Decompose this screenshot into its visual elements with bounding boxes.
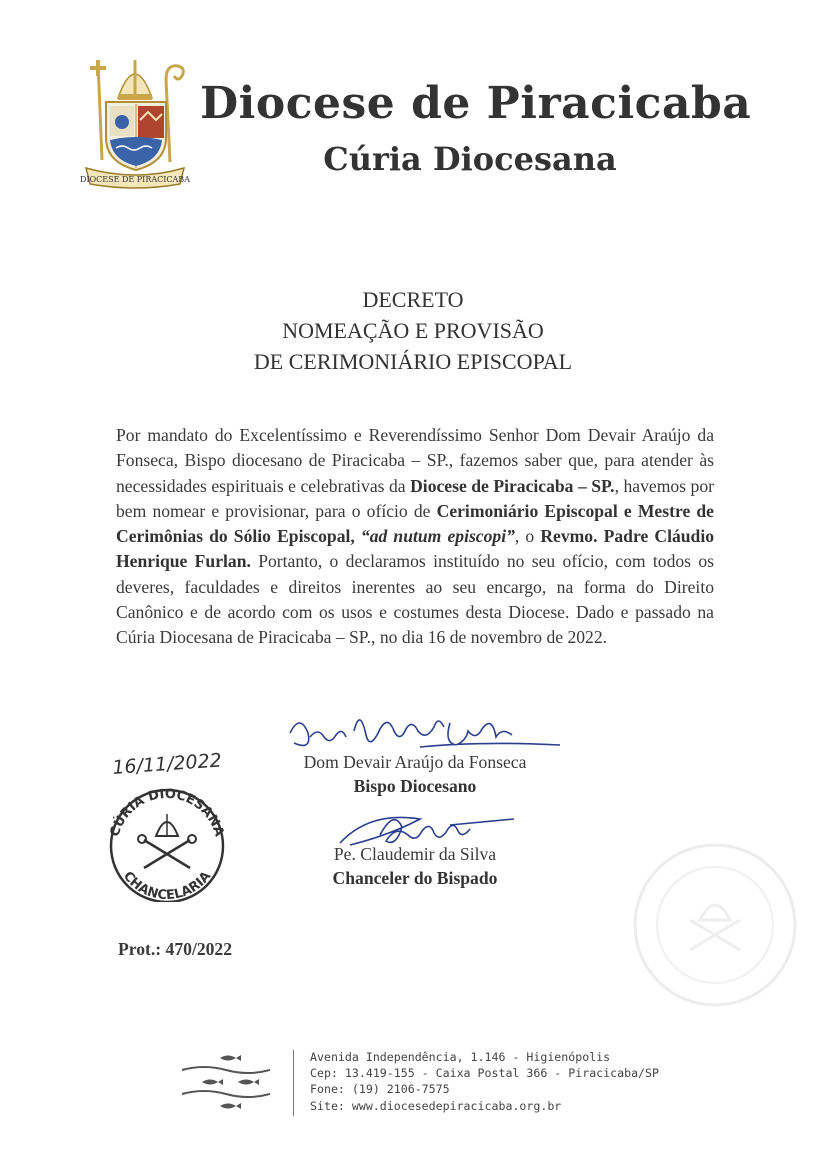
organization-title: Diocese de Piracicaba <box>200 78 752 129</box>
seal-top-text: CÚRIA DIOCESANA <box>107 786 227 839</box>
crest-ribbon-text: DIOCESE DE PIRACICABA <box>80 175 190 184</box>
footer-cep: Cep: 13.419-155 - Caixa Postal 366 - Piracicaba/SP <box>310 1066 660 1081</box>
svg-text:16/11/2022: 16/11/2022 <box>111 749 223 780</box>
signer-chancellor-name: Pe. Claudemir da Silva <box>333 844 497 864</box>
decree-line-3: DE CERIMONIÁRIO EPISCOPAL <box>253 349 573 374</box>
footer-phone: Fone: (19) 2106-7575 <box>310 1082 450 1097</box>
decree-body <box>116 423 714 651</box>
footer-contact <box>310 1049 659 1114</box>
signer-bishop-role: Bispo Diocesano <box>353 776 477 796</box>
fish-waves-logo <box>180 1052 270 1112</box>
handwritten-date <box>110 740 230 780</box>
chancery-seal <box>92 786 242 902</box>
organization-subtitle: Cúria Diocesana <box>323 140 617 178</box>
footer-address: Avenida Independência, 1.146 - Higienópolis <box>310 1050 611 1064</box>
decree-heading <box>113 284 713 377</box>
signer-chancellor-role: Chanceler do Bispado <box>332 868 498 888</box>
signer-bishop-name: Dom Devair Araújo da Fonseca <box>303 752 527 772</box>
seal-bottom-text: CHANCELARIA <box>119 868 215 902</box>
embossed-seal <box>630 840 800 1010</box>
signer-bishop <box>290 750 540 798</box>
footer-site: Site: www.diocesedepiracicaba.org.br <box>310 1098 562 1113</box>
decree-line-1: DECRETO <box>362 287 464 312</box>
protocol-number: Prot.: 470/2022 <box>118 939 233 959</box>
signer-chancellor <box>310 842 520 890</box>
body-bold-diocese: Diocese de Piracicaba – SP. <box>410 475 615 496</box>
decree-line-2: NOMEAÇÃO E PROVISÃO <box>282 318 544 343</box>
body-bold-appointee: Revmo. Padre Cláudio Henrique Furlan. <box>116 526 715 572</box>
body-text-2: , havemos por bem nomear e provisionar, para o ofício de <box>116 475 714 521</box>
footer-divider <box>293 1050 294 1116</box>
diocese-crest-logo <box>80 50 190 190</box>
body-text-4: Portanto, o declaramos instituído no seu ofício, com todos os deveres, faculdades e direitos inerentes ao seu encargo, na forma do Direito Canônico e de acordo com os usos e costumes desta Diocese. Dado e passado na Cúria Diocesana de Piracicaba – SP., no dia 16 de novembro de 2022. <box>116 551 714 648</box>
body-text-3: , o <box>514 526 541 547</box>
body-bold-office: Cerimoniário Episcopal e Mestre de Cerimônias do Sólio Episcopal, <box>116 500 714 547</box>
body-bold-italic-latin: “ad nutum episcopi” <box>360 526 515 547</box>
body-text-1: Por mandato do Excelentíssimo e Reverendíssimo Senhor Dom Devair Araújo da Fonseca, Bispo diocesano de Piracicaba – SP., fazemos saber que, para atender às necessidades espirituais e celebrativas da <box>116 425 714 496</box>
